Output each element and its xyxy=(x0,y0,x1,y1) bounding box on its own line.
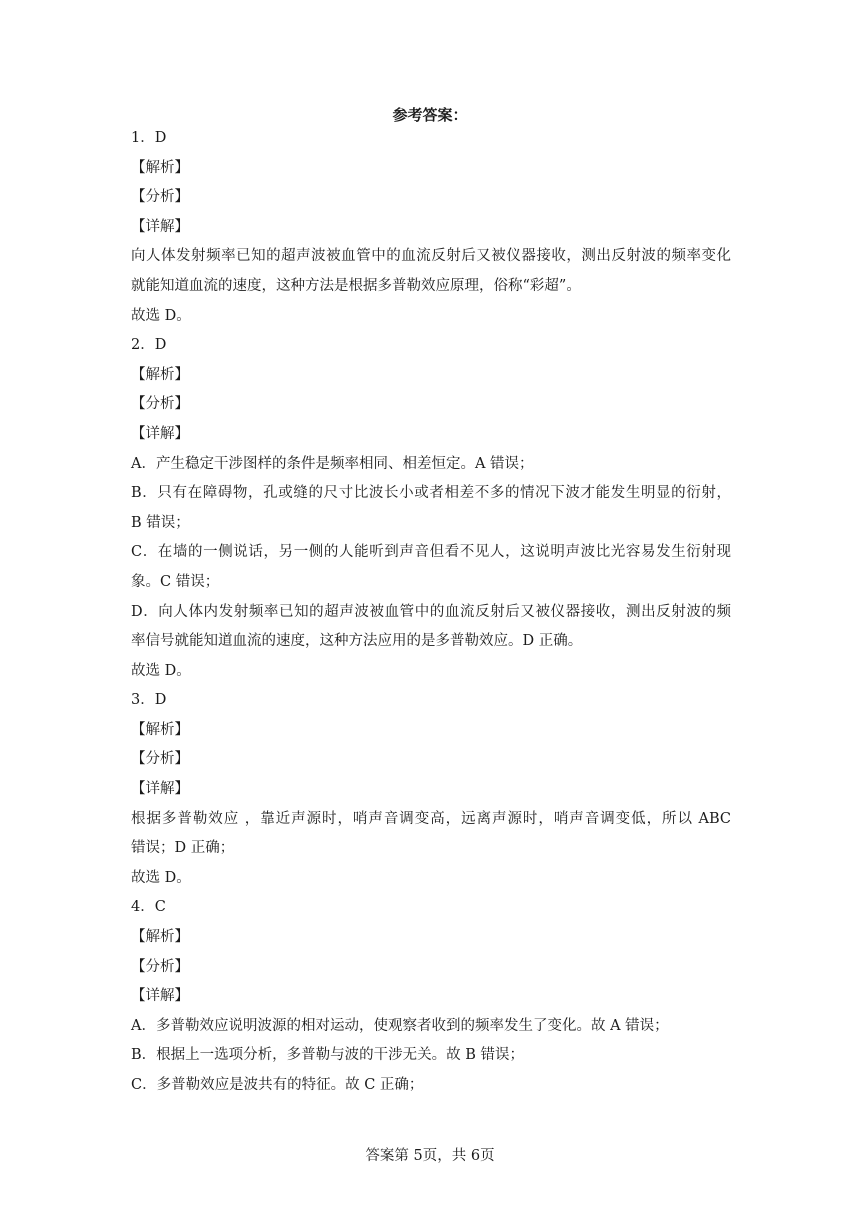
paragraph-line: 就能知道血流的速度，这种方法是根据多普勒效应原理，俗称“彩超”。 xyxy=(131,277,581,294)
option-line: C．多普勒效应是波共有的特征。故 C 正确； xyxy=(131,1077,424,1093)
option-line: B．只有在障碍物，孔或缝的尺寸比波长小或者相差不多的情况下波才能发生明显的衍射， xyxy=(131,485,731,502)
section-label-xiangjie: 【详解】 xyxy=(131,988,189,1005)
section-label-fenxi: 【分析】 xyxy=(131,189,189,206)
conclusion-line: 故选 D。 xyxy=(131,662,191,679)
page-footer: 答案第 5页，共 6页 xyxy=(365,1148,495,1164)
answer-body xyxy=(131,124,731,1101)
section-label-jiexi: 【解析】 xyxy=(131,159,189,176)
option-line: D．向人体内发射频率已知的超声波被血管中的血流反射后又被仪器接收，测出反射波的频 xyxy=(131,603,731,620)
answer-heading-2: 2．D xyxy=(131,337,167,354)
option-line: B 错误； xyxy=(131,514,190,531)
paragraph-line: 错误；D 正确； xyxy=(131,840,235,857)
conclusion-line: 故选 D。 xyxy=(131,307,191,324)
answer-heading-4: 4．C xyxy=(131,899,166,916)
page-title: 参考答案： xyxy=(392,106,468,124)
section-label-xiangjie: 【详解】 xyxy=(131,425,189,442)
option-line: 率信号就能知道血流的速度，这种方法应用的是多普勒效应。D 正确。 xyxy=(131,633,583,650)
section-label-jiexi: 【解析】 xyxy=(131,721,189,738)
answer-heading-1: 1．D xyxy=(131,130,167,146)
paragraph-line: 根据多普勒效应 ，靠近声源时，哨声音调变高，远离声源时，哨声音调变低，所以 ABC xyxy=(131,810,731,827)
section-label-xiangjie: 【详解】 xyxy=(131,218,189,235)
paragraph-line: 向人体发射频率已知的超声波被血管中的血流反射后又被仪器接收，测出反射波的频率变化 xyxy=(131,248,731,265)
option-line: C．在墙的一侧说话，另一侧的人能听到声音但看不见人，这说明声波比光容易发生衍射现 xyxy=(131,544,731,561)
section-label-fenxi: 【分析】 xyxy=(131,396,189,413)
option-line: A．多普勒效应说明波源的相对运动，使观察者收到的频率发生了变化。故 A 错误； xyxy=(131,1017,669,1034)
section-label-fenxi: 【分析】 xyxy=(131,958,189,975)
section-label-jiexi: 【解析】 xyxy=(131,366,189,383)
option-line: A．产生稳定干涉图样的条件是频率相同、相差恒定。A 错误； xyxy=(131,455,534,472)
section-label-jiexi: 【解析】 xyxy=(131,929,189,946)
option-line: B．根据上一选项分析，多普勒与波的干涉无关。故 B 错误； xyxy=(131,1047,525,1064)
answer-heading-3: 3．D xyxy=(131,692,167,709)
section-label-fenxi: 【分析】 xyxy=(131,751,189,768)
section-label-xiangjie: 【详解】 xyxy=(131,781,189,798)
option-line: 象。C 错误； xyxy=(131,573,220,590)
conclusion-line: 故选 D。 xyxy=(131,869,191,886)
